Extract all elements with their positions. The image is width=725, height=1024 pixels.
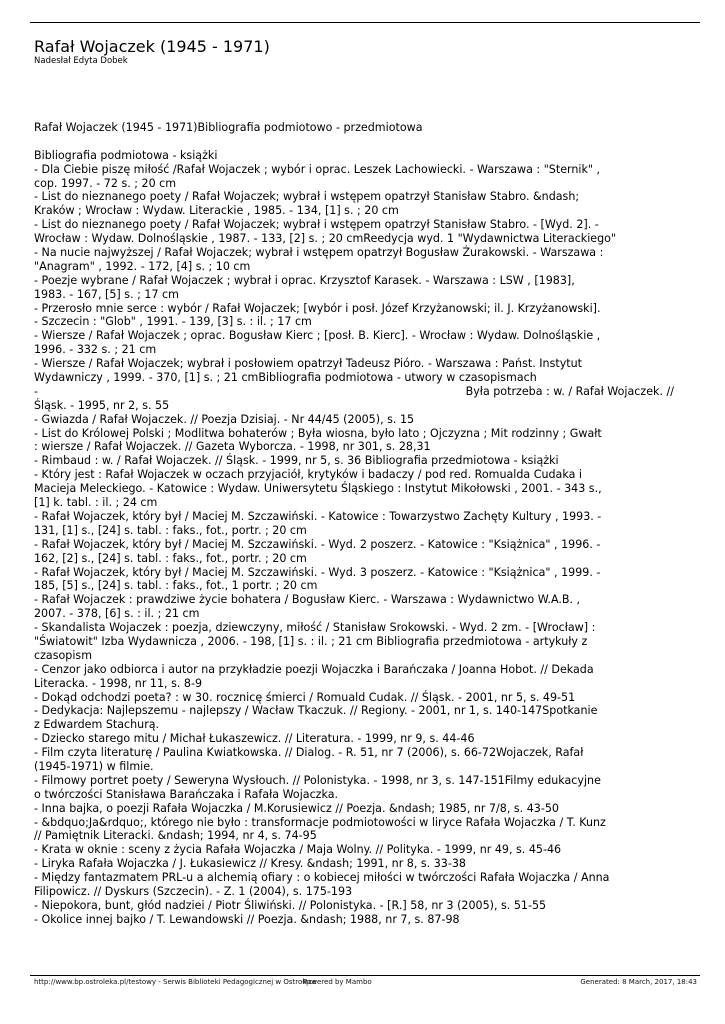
bibliography-line: - Na nucie najwyższej / Rafał Wojaczek; wybrał i wstępem opatrzył Bogusław Żurakowski. - Warszawa :	[34, 246, 604, 260]
bibliography-line: Śląsk. - 1995, nr 2, s. 55	[34, 398, 170, 412]
bibliography-line: czasopism	[34, 648, 92, 662]
bibliography-line: - Cenzor jako odbiorca i autor na przykładzie poezji Wojaczka i Barańczaka / Joanna Hobot. // Dekada	[34, 662, 594, 676]
bibliography-line: - Poezje wybrane / Rafał Wojaczek ; wybrał i oprac. Krzysztof Karasek. - Warszawa : LSW , [1983],	[34, 273, 575, 287]
bibliography-line: - Szczecin : "Glob" , 1991. - 139, [3] s. : il. ; 17 cm	[34, 315, 312, 329]
bibliography-line: [1] k. tabl. : il. ; 24 cm	[34, 496, 158, 510]
bibliography-line: z Edwardem Stachurą.	[34, 718, 160, 732]
bibliography-line: (1945-1971) w filmie.	[34, 759, 154, 773]
split-left: -	[34, 384, 39, 398]
bibliography-line: - Rimbaud : w. / Rafał Wojaczek. // Śląsk. - 1999, nr 5, s. 36 Bibliografia przedmiotowa - książki	[34, 454, 559, 468]
bibliography-line: 1996. - 332 s. ; 21 cm	[34, 343, 157, 357]
bibliography-line: - Dedykacja: Najlepszemu - najlepszy / Wacław Tkaczuk. // Regiony. - 2001, nr 1, s. 140-147Spotkanie	[34, 704, 598, 718]
bibliography-line: "Światowit" Izba Wydawnicza , 2006. - 198, [1] s. : il. ; 21 cm Bibliografia przedmiotowa - artykuły z	[34, 634, 588, 648]
bibliography-line: - Dziecko starego mitu / Michał Łukaszewicz. // Literatura. - 1999, nr 9, s. 44-46	[34, 732, 475, 746]
bibliography-line: - Dla Ciebie piszę miłość /Rafał Wojaczek ; wybór i oprac. Leszek Lachowiecki. - Warszawa : "Sternik" ,	[34, 162, 601, 176]
bibliography-line: - Krata w oknie : sceny z życia Rafała Wojaczka / Maja Wolny. // Polityka. - 1999, nr 49, s. 45-46	[34, 843, 562, 857]
bibliography-line: 1983. - 167, [5] s. ; 17 cm	[34, 287, 179, 301]
bibliography-line: Bibliografia podmiotowa - książki	[34, 148, 218, 162]
bibliography-line: - List do nieznanego poety / Rafał Wojaczek; wybrał i wstępem opatrzył Stanisław Stabro. &ndash;	[34, 190, 580, 204]
bibliography-line: - Gwiazda / Rafał Wojaczek. // Poezja Dzisiaj. - Nr 44/45 (2005), s. 15	[34, 412, 415, 426]
bibliography-line: - List do nieznanego poety / Rafał Wojaczek; wybrał i wstępem opatrzył Stanisław Stabro. - [Wyd. 2]. -	[34, 218, 599, 232]
bibliography-split-line	[34, 385, 694, 399]
bibliography-line: Kraków ; Wrocław : Wydaw. Literackie , 1985. - 134, [1] s. ; 20 cm	[34, 204, 399, 218]
bibliography-line	[34, 135, 694, 149]
bibliography-line: - Między fantazmatem PRL-u a alchemią ofiary : o kobiecej miłości w twórczości Rafała Wojaczka / Anna	[34, 871, 610, 885]
bibliography-line: - Wiersze / Rafał Wojaczek; wybrał i posłowiem opatrzył Tadeusz Pióro. - Warszawa : Państ. Instytut	[34, 357, 582, 371]
bibliography-line: Wydawniczy , 1999. - 370, [1] s. ; 21 cmBibliografia podmiotowa - utwory w czasopismach	[34, 371, 537, 385]
bibliography-line: - Rafał Wojaczek, który był / Maciej M. Szczawiński. - Wyd. 3 poszerz. - Katowice : "Książnica" , 1999. -	[34, 565, 601, 579]
bibliography-lines	[34, 121, 694, 385]
bibliography-line: - Który jest : Rafał Wojaczek w oczach przyjaciół, krytyków i badaczy / pod red. Romualda Cudaka i	[34, 468, 582, 482]
bibliography-line: Literacka. - 1998, nr 11, s. 8-9	[34, 676, 203, 690]
footer-powered-by: Powered by Mambo	[303, 978, 372, 986]
bibliography-line: // Pamiętnik Literacki. &ndash; 1994, nr 4, s. 74-95	[34, 829, 317, 843]
footer-url: http://www.bp.ostroleka.pl/testowy - Serwis Biblioteki Pedagogicznej w Ostrołęce	[34, 978, 317, 986]
bibliography-line: Wrocław : Wydaw. Dolnośląskie , 1987. - 133, [2] s. ; 20 cmReedycja wyd. 1 "Wydawnictwa Literackiego"	[34, 232, 617, 246]
bibliography-line: - Rafał Wojaczek : prawdziwe życie bohatera / Bogusław Kierc. - Warszawa : Wydawnictwo W.A.B. ,	[34, 593, 581, 607]
bibliography-lines-continued	[34, 399, 694, 927]
top-rule	[30, 22, 700, 23]
footer-rule	[30, 975, 700, 976]
bibliography-line: "Anagram" , 1992. - 172, [4] s. ; 10 cm	[34, 259, 251, 273]
bibliography-line: - Niepokora, bunt, głód nadziei / Piotr Śliwiński. // Polonistyka. - [R.] 58, nr 3 (2005), s. 51-55	[34, 898, 547, 912]
bibliography-line: - Wiersze / Rafał Wojaczek ; oprac. Bogusław Kierc ; [posł. B. Kierc]. - Wrocław : Wydaw. Dolnośląskie ,	[34, 329, 601, 343]
bibliography-line: - Dokąd odchodzi poeta? : w 30. rocznicę śmierci / Romuald Cudak. // Śląsk. - 2001, nr 5, s. 49-51	[34, 690, 576, 704]
bibliography-line: - Inna bajka, o poezji Rafała Wojaczka / M.Korusiewicz // Poezja. &ndash; 1985, nr 7/8, s. 43-50	[34, 801, 559, 815]
bibliography-line: - Przerosło mnie serce : wybór / Rafał Wojaczek; [wybór i posł. Józef Krzyżanowski; il. J. Krzyżanowski].	[34, 301, 601, 315]
bibliography-line: 162, [2] s., [24] s. tabl. : faks., fot., portr. ; 20 cm	[34, 551, 307, 565]
bibliography-line: - Filmowy portret poety / Seweryna Wysłouch. // Polonistyka. - 1998, nr 3, s. 147-151Filmy edukacyjne	[34, 773, 601, 787]
bibliography-line: Filipowicz. // Dyskurs (Szczecin). - Z. 1 (2004), s. 175-193	[34, 884, 353, 898]
bibliography-line: 131, [1] s., [24] s. tabl. : faks., fot., portr. ; 20 cm	[34, 523, 307, 537]
bibliography-line: Rafał Wojaczek (1945 - 1971)Bibliografia podmiotowo - przedmiotowa	[34, 121, 423, 134]
page-title: Rafał Wojaczek (1945 - 1971)	[34, 37, 270, 56]
bibliography-line: o twórczości Stanisława Barańczaka i Rafała Wojaczka.	[34, 787, 339, 801]
bibliography-line: - Okolice innej bajko / T. Lewandowski // Poezja. &ndash; 1988, nr 7, s. 87-98	[34, 912, 460, 926]
bibliography-line: - Rafał Wojaczek, który był / Maciej M. Szczawiński. - Katowice : Towarzystwo Zachęty Kultury , 1993. -	[34, 509, 602, 523]
bibliography-line: - &bdquo;Ja&rdquo;, którego nie było : transformacje podmiotowości w liryce Rafała Wojaczka / T. Kunz	[34, 815, 606, 829]
bibliography-line: - List do Królowej Polski ; Modlitwa bohaterów ; Była wiosna, było lato ; Ojczyzna ; Mit rodzinny ; Gwałt	[34, 426, 602, 440]
bibliography-line: Macieja Meleckiego. - Katowice : Wydaw. Uniwersytetu Śląskiego : Instytut Mikołowski , 2001. - 343 s.,	[34, 482, 602, 496]
footer-generated: Generated: 8 March, 2017, 18:43	[580, 978, 697, 986]
author-line: Nadesłał Edyta Dobek	[34, 56, 128, 66]
bibliography-line: cop. 1997. - 72 s. ; 20 cm	[34, 176, 177, 190]
bibliography-line: - Film czyta literaturę / Paulina Kwiatkowska. // Dialog. - R. 51, nr 7 (2006), s. 66-72Wojaczek, Rafał	[34, 746, 584, 760]
bibliography-line: 2007. - 378, [6] s. : il. ; 21 cm	[34, 607, 200, 621]
bibliography-line: : wiersze / Rafał Wojaczek. // Gazeta Wyborcza. - 1998, nr 301, s. 28,31	[34, 440, 431, 454]
bibliography-line: 185, [5] s., [24] s. tabl. : faks., fot., 1 portr. ; 20 cm	[34, 579, 318, 593]
bibliography-line: - Rafał Wojaczek, który był / Maciej M. Szczawiński. - Wyd. 2 poszerz. - Katowice : "Książnica" , 1996. -	[34, 537, 601, 551]
bibliography-body	[34, 121, 694, 927]
bibliography-line: - Liryka Rafała Wojaczka / J. Łukasiewicz // Kresy. &ndash; 1991, nr 8, s. 33-38	[34, 857, 466, 871]
bibliography-line: - Skandalista Wojaczek : poezja, dziewczyny, miłość / Stanisław Srokowski. - Wyd. 2 zm. - [Wrocław] :	[34, 621, 596, 635]
split-right: Była potrzeba : w. / Rafał Wojaczek. //	[465, 384, 674, 398]
